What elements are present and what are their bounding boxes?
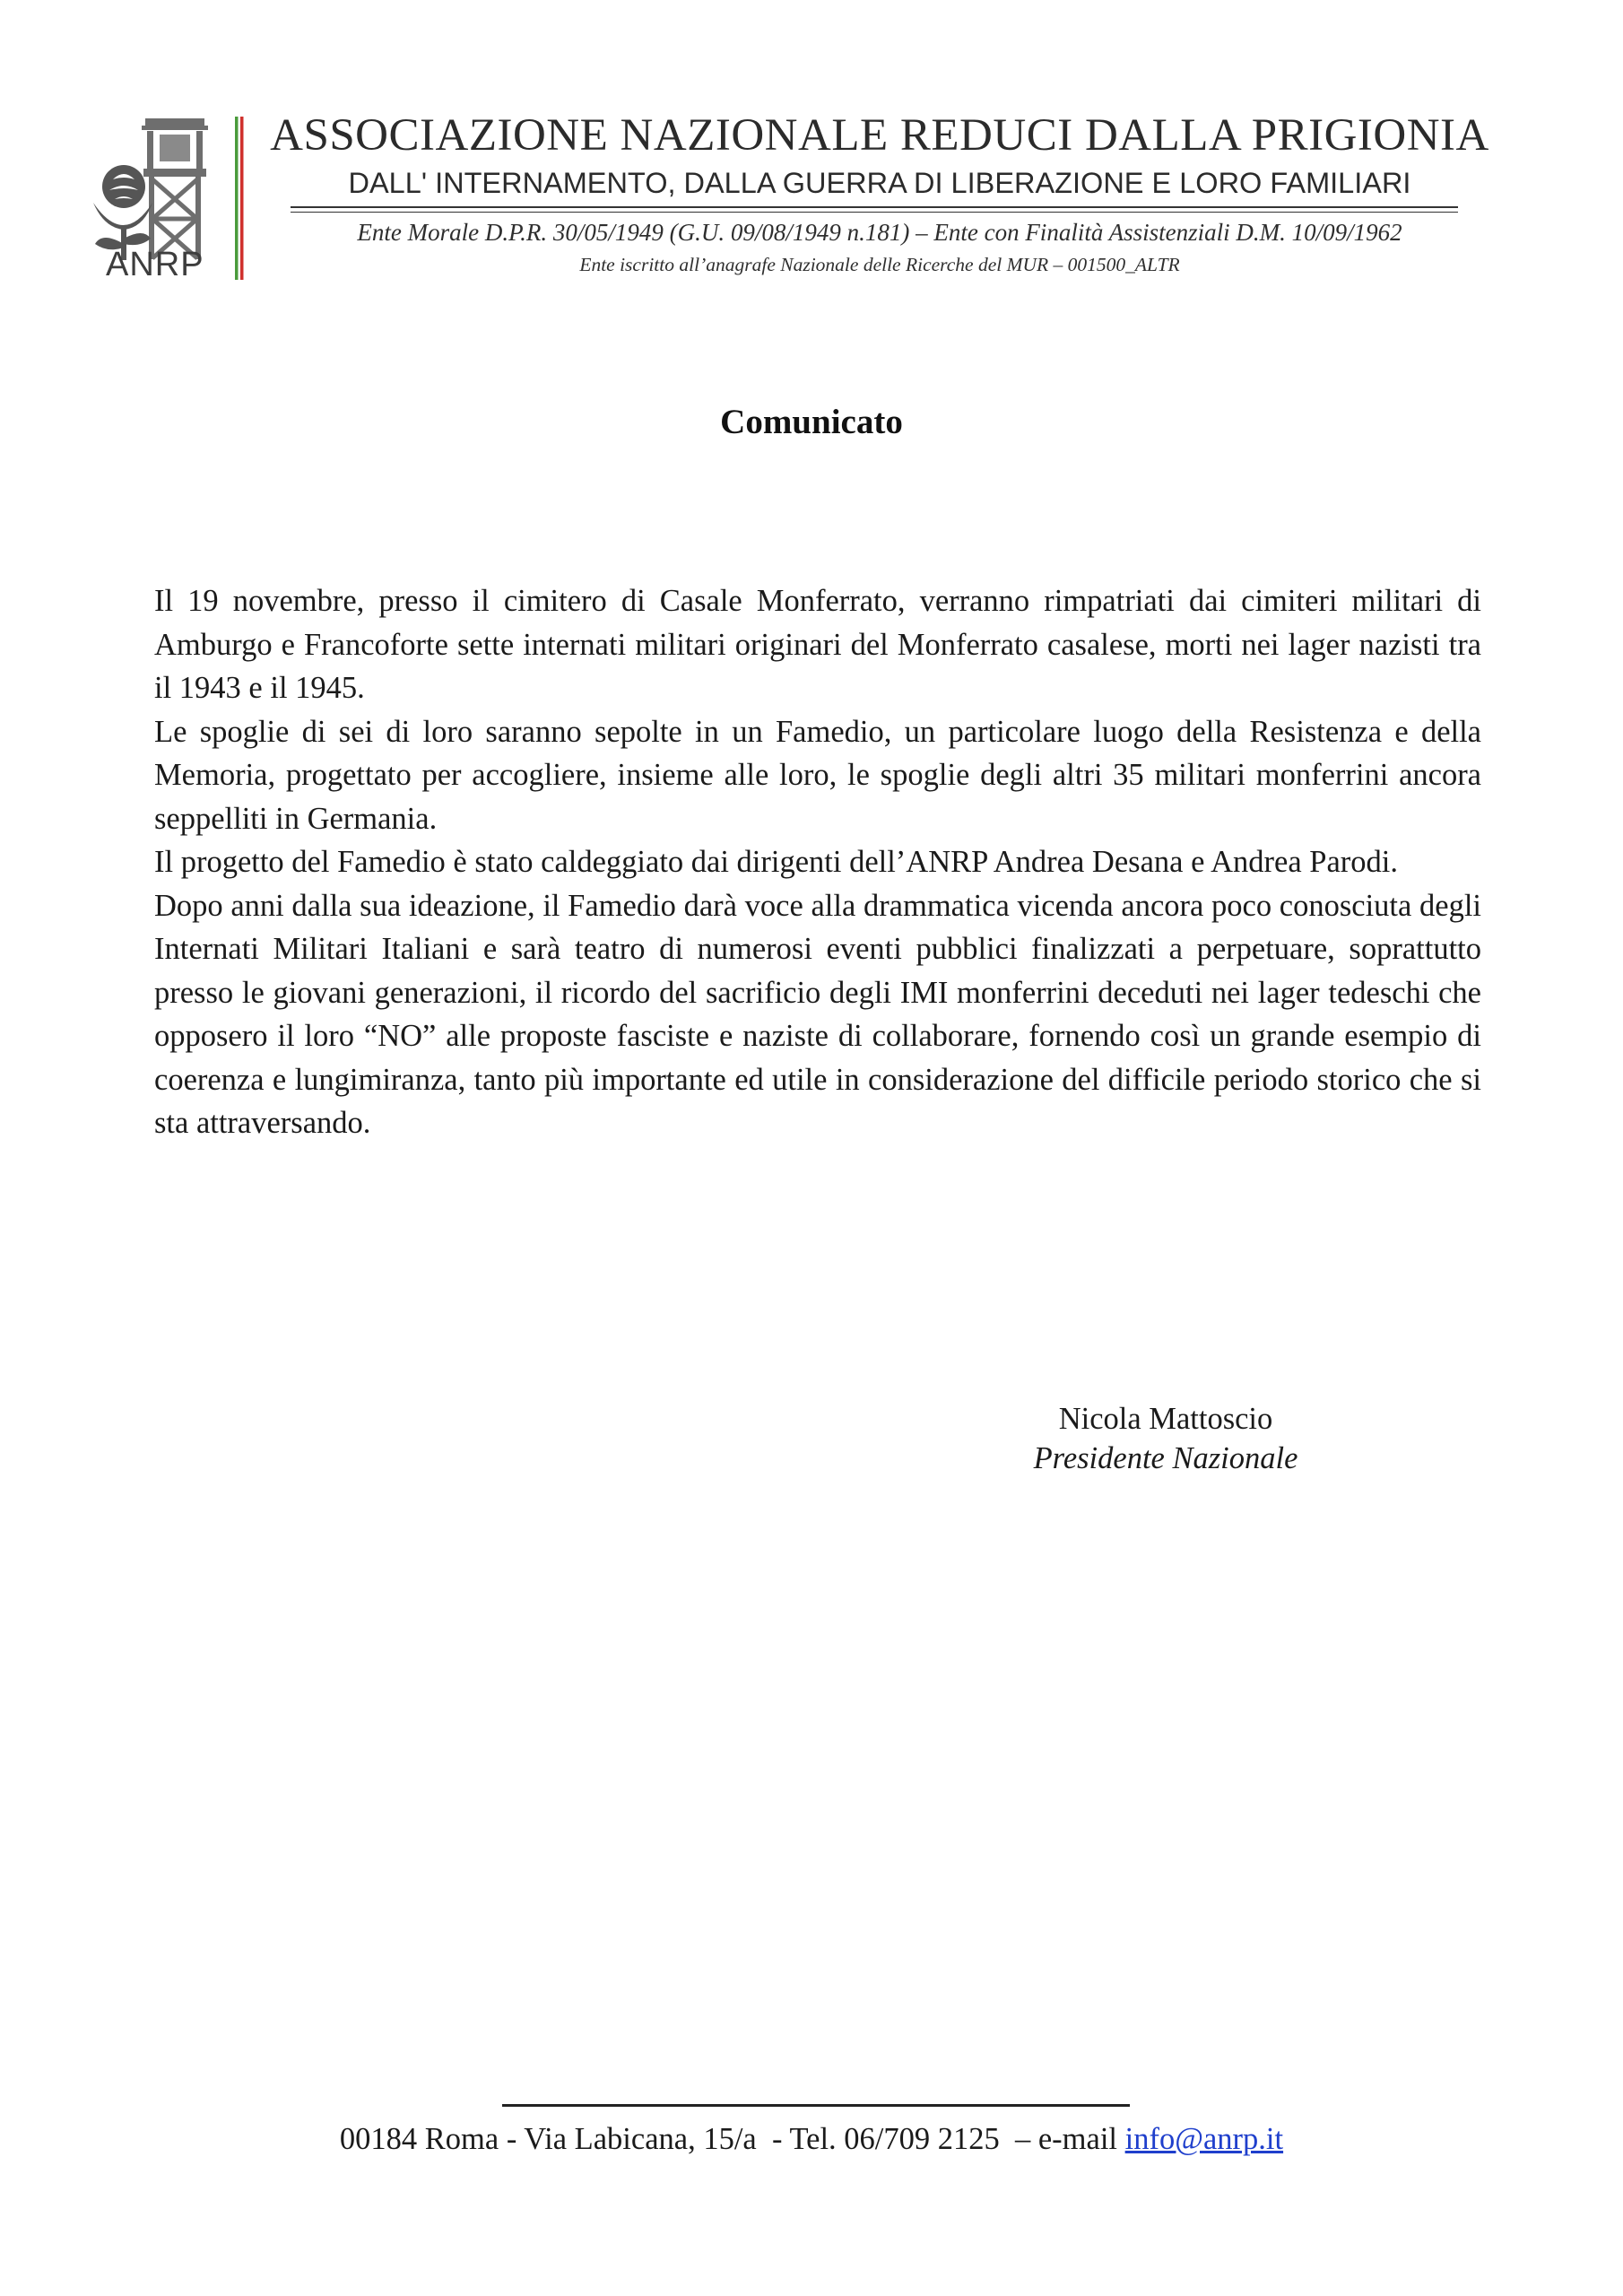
legal-note: Ente Morale D.P.R. 30/05/1949 (G.U. 09/08/1949 n.181) – Ente con Finalità Assistenziali D.M. 10/09/1962 [357,219,1402,246]
body-paragraph: Il 19 novembre, presso il cimitero di Casale Monferrato, verranno rimpatriati dai cimiteri militari di Amburgo e Francoforte sette internati militari originari del Monferrato casalese, morti nei lager nazisti tra il 1943 e il 1945. [154,584,1481,705]
signatory-name: Nicola Mattoscio [1058,1402,1273,1436]
header-divider-thin [291,212,1458,213]
organization-name: ASSOCIAZIONE NAZIONALE REDUCI DALLA PRIGIONIA [270,110,1489,161]
body-paragraph: Il progetto del Famedio è stato caldeggiato dai dirigenti dell’ANRP Andrea Desana e Andrea Parodi. [154,845,1398,879]
footer-address: 00184 Roma - Via Labicana, 15/a - Tel. 06/709 2125 – e-mail [339,2122,1125,2156]
signatory-role: Presidente Nazionale [1033,1441,1298,1475]
body-paragraph: Le spoglie di sei di loro saranno sepolte in un Famedio, un particolare luogo della Resistenza e della Memoria, progettato per accogliere, insieme alle loro, le spoglie degli altri 35 militari monferrini ancora seppelliti in Germania. [154,714,1481,836]
email-link[interactable]: info@anrp.it [1124,2122,1284,2156]
footer-contact [0,2122,1623,2157]
registry-note: Ente iscritto all’anagrafe Nazionale delle Ricerche del MUR – 001500_ALTR [579,254,1180,275]
footer-divider [502,2104,1130,2107]
document-body [154,579,1481,1145]
organization-subtitle: DALL' INTERNAMENTO, DALLA GUERRA DI LIBERAZIONE E LORO FAMILIARI [348,167,1411,199]
logo-text: ANRP [106,246,204,283]
document-title: Comunicato [720,403,903,441]
body-paragraph: Dopo anni dalla sua ideazione, il Famedio darà voce alla drammatica vicenda ancora poco conosciuta degli Internati Militari Italiani e sarà teatro di numerosi eventi pubblici finalizzati a perpetuare, soprattutto presso le giovani generazioni, il ricordo del sacrificio degli IMI monferrini deceduti nei lager tedeschi che opposero il loro “NO” alle proposte fasciste e naziste di collaborare, fornendo così un grande esempio di coerenza e lungimiranza, tanto più importante ed utile in considerazione del difficile periodo storico che si sta attraversando. [154,888,1481,1140]
header-divider [291,206,1458,208]
signature-block [968,1399,1363,1478]
